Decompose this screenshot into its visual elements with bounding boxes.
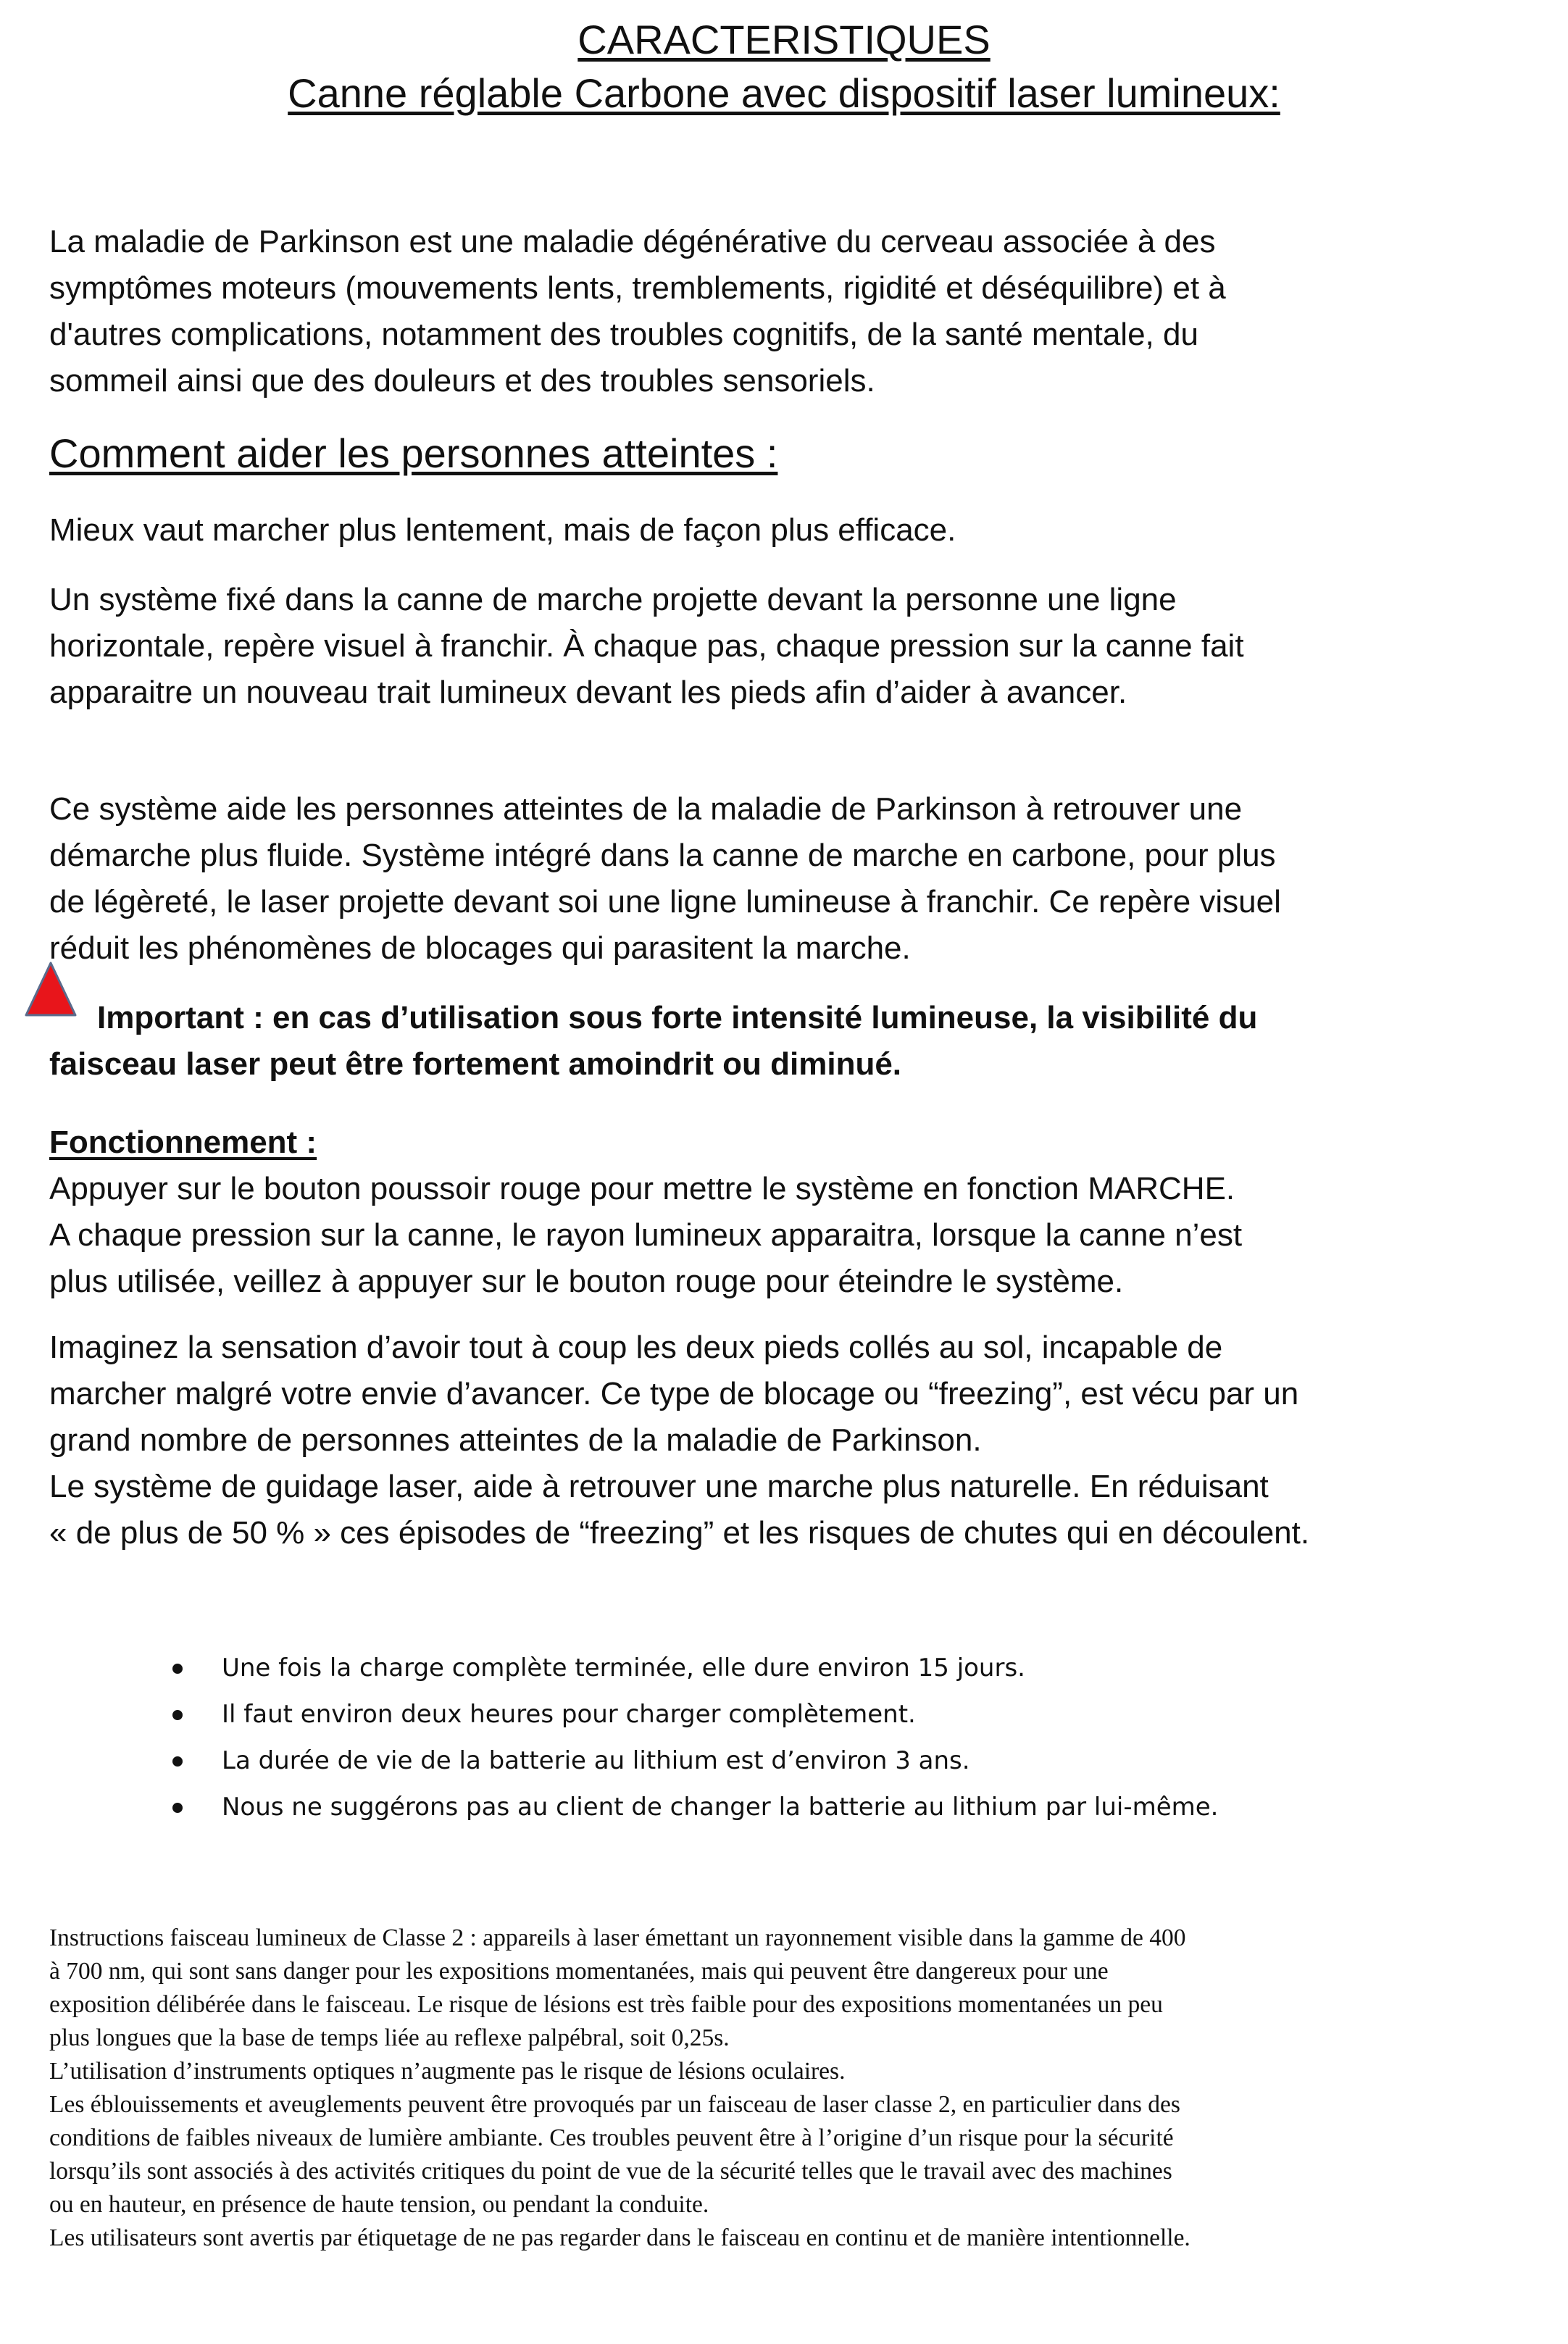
- system-line: Ce système aide les personnes atteintes de la maladie de Parkinson à retrouver une: [49, 791, 1243, 827]
- bullet-dot-icon: [172, 1664, 183, 1674]
- system-line: réduit les phénomènes de blocages qui parasitent la marche.: [49, 930, 911, 966]
- battery-bullet-list: [167, 1645, 1471, 1830]
- intro-line: sommeil ainsi que des douleurs et des troubles sensoriels.: [49, 363, 875, 399]
- notice-line: exposition délibérée dans le faisceau. Le risque de lésions est très faible pour des expositions momentanées un peu: [49, 1991, 1163, 2018]
- laser-notice: [49, 1922, 1527, 2255]
- help-sentence: Mieux vaut marcher plus lentement, mais de façon plus efficace.: [49, 512, 956, 548]
- bullet-dot-icon: [172, 1710, 183, 1720]
- warning-line: [49, 995, 1498, 1041]
- bullet-text: La durée de vie de la batterie au lithium est d’environ 3 ans.: [222, 1746, 970, 1775]
- warning-line-text: Important : en cas d’utilisation sous forte intensité lumineuse, la visibilité du: [97, 1000, 1258, 1035]
- notice-line: ou en hauteur, en présence de haute tension, ou pendant la conduite.: [49, 2191, 709, 2218]
- operation-line: Appuyer sur le bouton poussoir rouge pour mettre le système en fonction MARCHE.: [49, 1171, 1235, 1206]
- help-paragraph-line: Un système fixé dans la canne de marche projette devant la personne une ligne: [49, 582, 1177, 617]
- system-paragraph: [49, 786, 1498, 972]
- help-heading: Comment aider les personnes atteintes :: [49, 430, 778, 476]
- bullet-text: Nous ne suggérons pas au client de changer la batterie au lithium par lui-même.: [222, 1793, 1219, 1822]
- freezing-line: « de plus de 50 % » ces épisodes de “freezing” et les risques de chutes qui en découlent.: [49, 1515, 1310, 1551]
- notice-line: à 700 nm, qui sont sans danger pour les expositions momentanées, mais qui peuvent être dangereux pour une: [49, 1958, 1109, 1985]
- notice-line: L’utilisation d’instruments optiques n’augmente pas le risque de lésions oculaires.: [49, 2058, 846, 2085]
- bullet-text: Il faut environ deux heures pour charger complètement.: [222, 1700, 916, 1729]
- bullet-dot-icon: [172, 1756, 183, 1767]
- notice-line: plus longues que la base de temps liée au reflexe palpébral, soit 0,25s.: [49, 2024, 730, 2051]
- list-item: [167, 1645, 1471, 1691]
- help-line: [49, 507, 1498, 554]
- intro-line: La maladie de Parkinson est une maladie dégénérative du cerveau associée à des: [49, 224, 1216, 259]
- freezing-line: grand nombre de personnes atteintes de la maladie de Parkinson.: [49, 1422, 982, 1458]
- notice-line: Les éblouissements et aveuglements peuvent être provoqués par un faisceau de laser classe 2, en particulier dans des: [49, 2091, 1180, 2118]
- freezing-paragraph: [49, 1325, 1498, 1556]
- page-subtitle: Canne réglable Carbone avec dispositif laser lumineux:: [288, 70, 1280, 116]
- freezing-line: Le système de guidage laser, aide à retrouver une marche plus naturelle. En réduisant: [49, 1469, 1269, 1504]
- system-line: démarche plus fluide. Système intégré dans la canne de marche en carbone, pour plus: [49, 838, 1276, 873]
- list-item: [167, 1738, 1471, 1784]
- system-line: de légèreté, le laser projette devant soi une ligne lumineuse à franchir. Ce repère visuel: [49, 884, 1281, 919]
- title-block: [0, 13, 1568, 120]
- help-paragraph-line: horizontale, repère visuel à franchir. À chaque pas, chaque pression sur la canne fait: [49, 628, 1244, 664]
- list-item: [167, 1691, 1471, 1738]
- freezing-line: marcher malgré votre envie d’avancer. Ce type de blocage ou “freezing”, est vécu par un: [49, 1376, 1299, 1411]
- intro-line: d'autres complications, notamment des troubles cognitifs, de la santé mentale, du: [49, 317, 1198, 352]
- warning-line: faisceau laser peut être fortement amoindrit ou diminué.: [49, 1046, 902, 1082]
- notice-line: conditions de faibles niveaux de lumière ambiante. Ces troubles peuvent être à l’origine d’un risque pour la sécurité: [49, 2124, 1174, 2151]
- help-paragraph-line: apparaitre un nouveau trait lumineux devant les pieds afin d’aider à avancer.: [49, 675, 1127, 710]
- operation-section: [49, 1119, 1498, 1305]
- list-item: [167, 1784, 1471, 1830]
- operation-heading: Fonctionnement :: [49, 1125, 317, 1160]
- operation-line: plus utilisée, veillez à appuyer sur le bouton rouge pour éteindre le système.: [49, 1264, 1124, 1299]
- warning-paragraph: [49, 995, 1498, 1088]
- bullet-dot-icon: [172, 1803, 183, 1813]
- notice-line: lorsqu’ils sont associés à des activités critiques du point de vue de la sécurité telles que le travail avec des machines: [49, 2158, 1172, 2185]
- notice-line: Instructions faisceau lumineux de Classe 2 : appareils à laser émettant un rayonnement visible dans la gamme de 400: [49, 1924, 1186, 1951]
- intro-paragraph: [49, 219, 1498, 404]
- bullet-text: Une fois la charge complète terminée, elle dure environ 15 jours.: [222, 1653, 1025, 1682]
- notice-line: Les utilisateurs sont avertis par étiquetage de ne pas regarder dans le faisceau en continu et de manière intentionnelle.: [49, 2224, 1190, 2251]
- freezing-line: Imaginez la sensation d’avoir tout à coup les deux pieds collés au sol, incapable de: [49, 1330, 1223, 1365]
- intro-line: symptômes moteurs (mouvements lents, tremblements, rigidité et déséquilibre) et à: [49, 270, 1226, 306]
- operation-line: A chaque pression sur la canne, le rayon lumineux apparaitra, lorsque la canne n’est: [49, 1217, 1243, 1253]
- help-paragraph: [49, 577, 1498, 716]
- page-title: CARACTERISTIQUES: [577, 17, 991, 62]
